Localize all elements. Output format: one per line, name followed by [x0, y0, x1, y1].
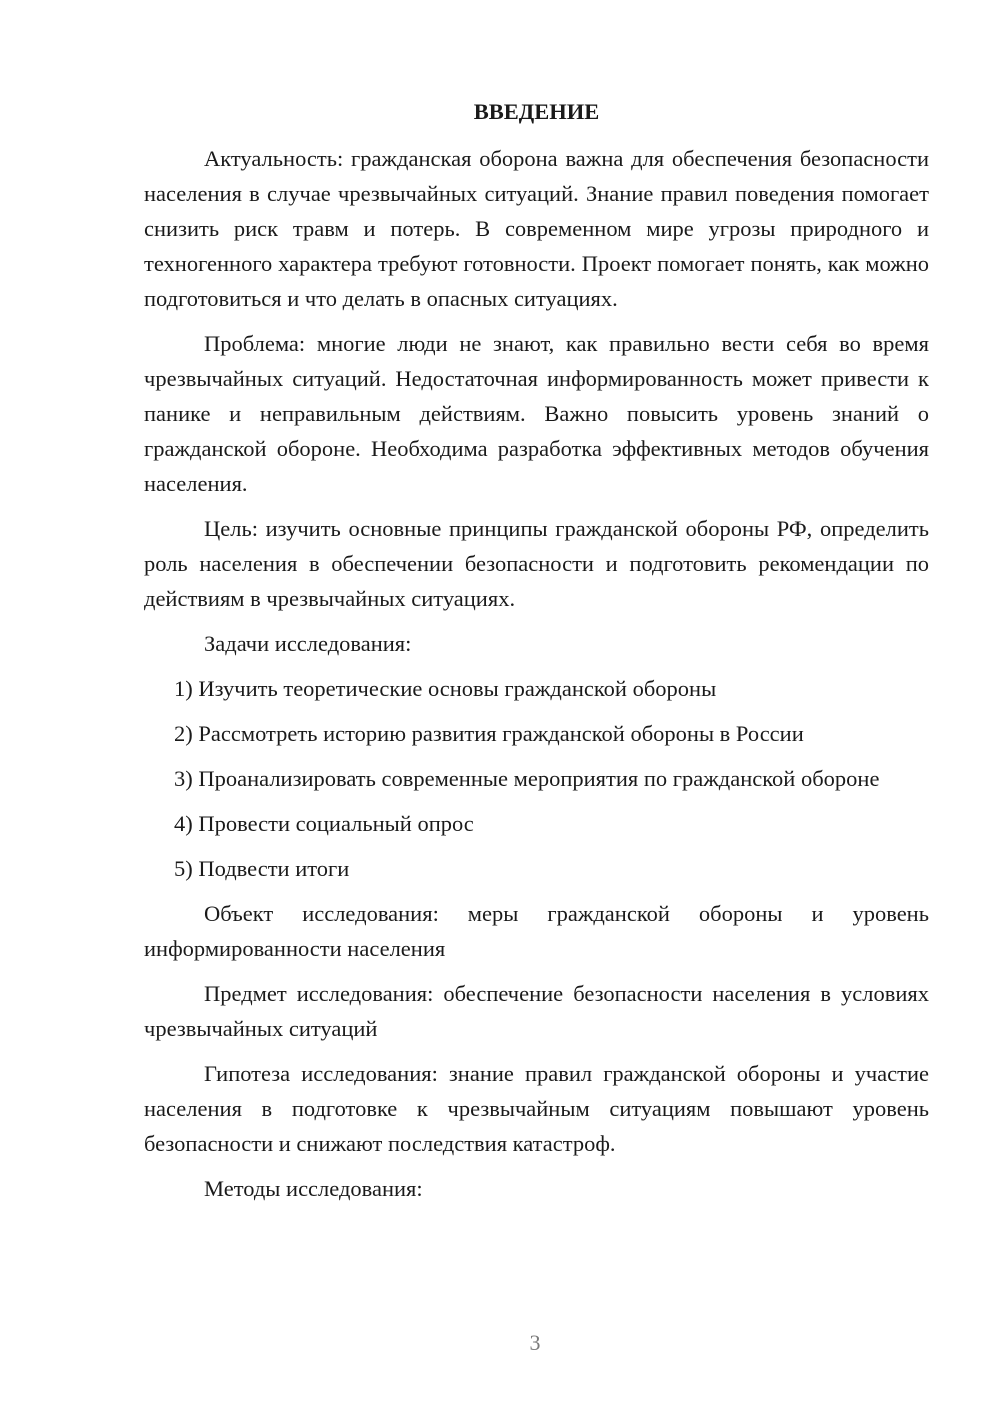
goal-paragraph: Цель: изучить основные принципы гражданской обороны РФ, определить роль населения в обеспечении безопасности и подготовить рекомендации по действиям в чрезвычайных ситуациях. — [144, 516, 929, 611]
task-item-4: 4) Провести социальный опрос — [174, 811, 474, 836]
task-item-1: 1) Изучить теоретические основы гражданской обороны — [174, 676, 717, 701]
page-number: 3 — [529, 1330, 541, 1355]
page-content — [144, 94, 929, 1216]
task-item-2: 2) Рассмотреть историю развития гражданской обороны в России — [174, 721, 804, 746]
problem-paragraph: Проблема: многие люди не знают, как правильно вести себя во время чрезвычайных ситуаций. Недостаточная информированность может привести к панике и неправильным действиям. Важно повысить уровень знаний о гражданской обороне. Необходима разработка эффективных методов обучения населения. — [144, 331, 929, 496]
task-item-5: 5) Подвести итоги — [174, 856, 350, 881]
page-title: ВВЕДЕНИЕ — [473, 99, 600, 124]
object-paragraph: Объект исследования: меры гражданской обороны и уровень информированности населения — [144, 901, 929, 961]
task-item-3: 3) Проанализировать современные мероприятия по гражданской обороне — [174, 766, 880, 791]
hypothesis-paragraph: Гипотеза исследования: знание правил гражданской обороны и участие населения в подготовке к чрезвычайным ситуациям повышают уровень безопасности и снижают последствия катастроф. — [144, 1061, 929, 1156]
relevance-paragraph: Актуальность: гражданская оборона важна для обеспечения безопасности населения в случае чрезвычайных ситуаций. Знание правил поведения помогает снизить риск травм и потерь. В современном мире угрозы природного и техногенного характера требуют готовности. Проект помогает понять, как можно подготовиться и что делать в опасных ситуациях. — [144, 146, 929, 311]
tasks-heading: Задачи исследования: — [204, 631, 412, 656]
subject-paragraph: Предмет исследования: обеспечение безопасности населения в условиях чрезвычайных ситуаций — [144, 981, 929, 1041]
methods-heading: Методы исследования: — [204, 1176, 423, 1201]
